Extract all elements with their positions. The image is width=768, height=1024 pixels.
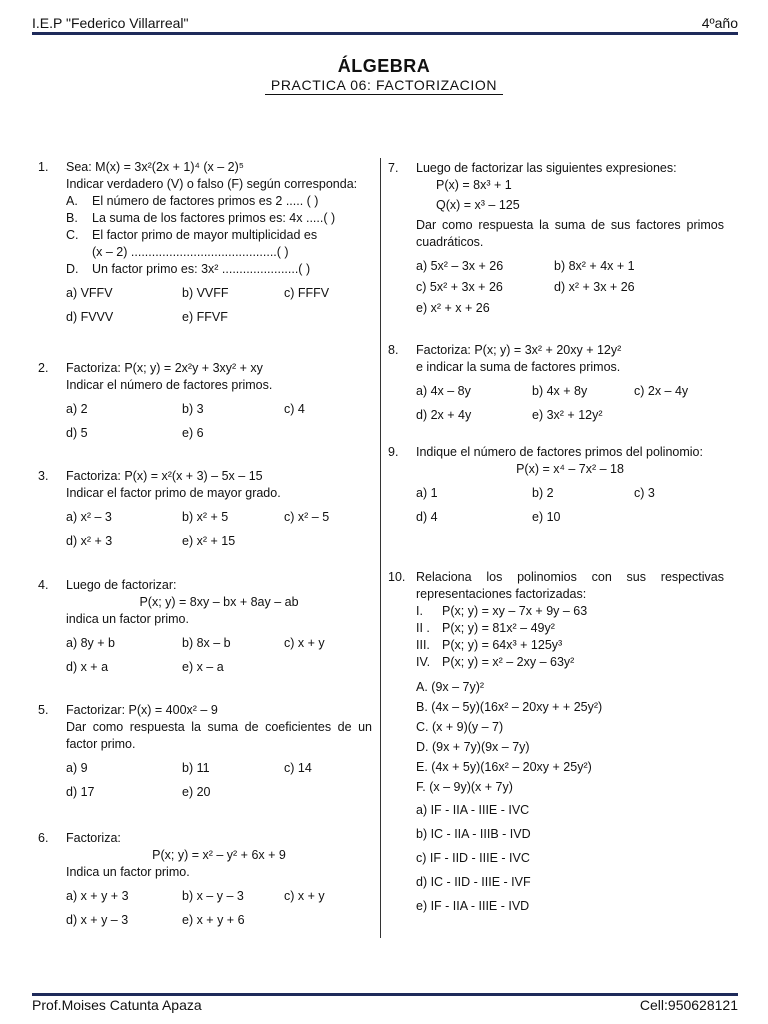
option: e) 10 xyxy=(532,510,561,524)
options-row xyxy=(38,401,372,418)
option: d) x + a xyxy=(66,660,109,674)
option: e) 3x² + 12y² xyxy=(532,408,603,422)
school-name: I.E.P "Federico Villarreal" xyxy=(32,15,189,31)
answer-options xyxy=(388,802,724,915)
option: c) 2x – 4y xyxy=(634,384,689,398)
option: b) x – y – 3 xyxy=(182,889,244,903)
factored-form: B. (4x – 5y)(16x² – 20xy + + 25y²) xyxy=(416,700,603,714)
statement: (x – 2) ..........................................( ) xyxy=(92,245,289,259)
option: a) 5x² – 3x + 26 xyxy=(416,259,504,273)
statement: C. El factor primo de mayor multiplicidad es xyxy=(66,228,318,242)
polynomial: III. P(x; y) = 64x³ + 125y³ xyxy=(416,638,563,652)
page-subtitle: PRACTICA 06: FACTORIZACION xyxy=(265,77,503,95)
option: e) 20 xyxy=(182,785,211,799)
options-row xyxy=(388,485,724,502)
options-row xyxy=(38,309,372,326)
polynomial: IV. P(x; y) = x² – 2xy – 63y² xyxy=(416,655,575,669)
option: c) 5x² + 3x + 26 xyxy=(416,280,503,294)
option: c) 3 xyxy=(634,486,655,500)
phone-number: Cell:950628121 xyxy=(639,997,738,1013)
question-8: 8. Factoriza: P(x; y) = 3x² + 20xy + 12y² e indicar la suma de factores primos. a) 4x – 8y b) 4x + 8y c) 2x – 4y d) 2x + 4y e) 3x² + 12y² xyxy=(388,342,724,424)
polynomial: II . P(x; y) = 81x² – 49y² xyxy=(416,621,555,635)
polynomial: I. P(x; y) = xy – 7x + 9y – 63 xyxy=(416,604,588,618)
options-row xyxy=(388,258,724,275)
option: c) x + y xyxy=(284,636,325,650)
option: c) 14 xyxy=(284,761,312,775)
option: b) 11 xyxy=(182,761,210,775)
statement: B. La suma de los factores primos es: 4x .....( ) xyxy=(66,211,336,225)
options-row xyxy=(38,888,372,905)
question-6: 6. Factoriza: P(x; y) = x² – y² + 6x + 9 Indica un factor primo. a) x + y + 3 b) x – y – 3 c) x + y d) x + y – 3 e) x + y + 6 xyxy=(38,830,372,929)
options-row xyxy=(388,279,724,296)
option: d) x² + 3x + 26 xyxy=(554,280,635,294)
option: b) VVFF xyxy=(182,286,229,300)
option: b) x² + 5 xyxy=(182,510,229,524)
header-rule xyxy=(32,32,738,35)
options-row xyxy=(38,659,372,676)
question-4: 4. Luego de factorizar: P(x; y) = 8xy – bx + 8ay – ab indica un factor primo. a) 8y + b b) 8x – b c) x + y d) x + a e) x – a xyxy=(38,577,372,676)
option: e) x² + 15 xyxy=(182,534,236,548)
question-5: 5. Factorizar: P(x) = 400x² – 9 Dar como respuesta la suma de coeficientes de un factor primo. a) 9 b) 11 c) 14 d) 17 e) 20 xyxy=(38,703,372,799)
page-title: ÁLGEBRA xyxy=(337,56,431,76)
page-header xyxy=(32,14,738,32)
grade-label: 4ºaño xyxy=(701,15,738,31)
option: a) IF - IIA - IIIE - IVC xyxy=(416,803,530,817)
option: b) 8x – b xyxy=(182,636,231,650)
factored-form: D. (9x + 7y)(9x – 7y) xyxy=(416,740,530,754)
option: e) 6 xyxy=(182,426,204,440)
option: c) IF - IID - IIIE - IVC xyxy=(416,851,530,865)
options-row xyxy=(38,533,372,550)
option: b) 2 xyxy=(532,486,554,500)
options-row xyxy=(38,635,372,652)
option: b) 8x² + 4x + 1 xyxy=(554,259,635,273)
statement: D. Un factor primo es: 3x² ......................( ) xyxy=(66,262,311,276)
options-row xyxy=(38,784,372,801)
column-divider xyxy=(380,158,381,938)
question-text: Sea: M(x) = 3x²(2x + 1)⁴ (x – 2)⁵ xyxy=(66,160,244,174)
factored-form: A. (9x – 7y)² xyxy=(416,680,485,694)
option: d) 17 xyxy=(66,785,95,799)
option: c) FFFV xyxy=(284,286,330,300)
option: d) 4 xyxy=(416,510,438,524)
options-row xyxy=(38,912,372,929)
question-number: 1. xyxy=(38,160,49,174)
title-block xyxy=(0,56,768,95)
option: a) VFFV xyxy=(66,286,113,300)
option: e) IF - IIA - IIIE - IVD xyxy=(416,899,530,913)
option: e) FFVF xyxy=(182,310,228,324)
question-7: 7. Luego de factorizar las siguientes expresiones: P(x) = 8x³ + 1 Q(x) = x³ – 125 Dar como respuesta la suma de sus factores primos cuadráticos. a) 5x² – 3x + 26 b) 8x² + 4x + 1 c) 5x² + 3x + 26 d) x² + 3x + 26 e) x² + x + 26 xyxy=(388,161,724,315)
option: a) x² – 3 xyxy=(66,510,112,524)
option: b) 4x + 8y xyxy=(532,384,588,398)
factored-form: F. (x – 9y)(x + 7y) xyxy=(416,780,513,794)
option: b) IC - IIA - IIIB - IVD xyxy=(416,827,531,841)
page-footer xyxy=(32,996,738,1014)
question-1 xyxy=(38,159,372,326)
option: a) 9 xyxy=(66,761,88,775)
question-instruction: Indicar verdadero (V) o falso (F) según corresponda: xyxy=(66,177,358,191)
option: b) 3 xyxy=(182,402,204,416)
option: a) 1 xyxy=(416,486,438,500)
options-row xyxy=(38,760,372,777)
option: a) 2 xyxy=(66,402,88,416)
option: e) x + y + 6 xyxy=(182,913,245,927)
option: c) x² – 5 xyxy=(284,510,330,524)
teacher-name: Prof.Moises Catunta Apaza xyxy=(32,997,202,1013)
option: c) 4 xyxy=(284,402,305,416)
options-row xyxy=(388,383,724,400)
option: d) 2x + 4y xyxy=(416,408,472,422)
factored-form: C. (x + 9)(y – 7) xyxy=(416,720,504,734)
option: c) x + y xyxy=(284,889,325,903)
factored-form: E. (4x + 5y)(16x² – 20xy + 25y²) xyxy=(416,760,592,774)
question-3: 3. Factoriza: P(x) = x²(x + 3) – 5x – 15 Indicar el factor primo de mayor grado. a) x² – 3 b) x² + 5 c) x² – 5 d) x² + 3 e) x² + 15 xyxy=(38,468,372,550)
options-row xyxy=(388,509,724,526)
factored-forms xyxy=(388,679,724,796)
option: e) x² + x + 26 xyxy=(416,301,490,315)
option: d) x² + 3 xyxy=(66,534,113,548)
option: d) x + y – 3 xyxy=(66,913,129,927)
option: d) 5 xyxy=(66,426,88,440)
options-row xyxy=(38,285,372,302)
option: a) 4x – 8y xyxy=(416,384,471,398)
question-2: 2. Factoriza: P(x; y) = 2x²y + 3xy² + xy Indicar el número de factores primos. a) 2 b) 3 c) 4 d) 5 e) 6 xyxy=(38,360,372,442)
options-row xyxy=(388,407,724,424)
options-row xyxy=(388,300,724,317)
option: d) FVVV xyxy=(66,310,114,324)
option: a) x + y + 3 xyxy=(66,889,129,903)
option: a) 8y + b xyxy=(66,636,115,650)
options-row xyxy=(38,509,372,526)
option: d) IC - IID - IIIE - IVF xyxy=(416,875,531,889)
options-row xyxy=(38,425,372,442)
option: e) x – a xyxy=(182,660,224,674)
question-9: 9. Indique el número de factores primos del polinomio: P(x) = x⁴ – 7x² – 18 a) 1 b) 2 c) 3 d) 4 e) 10 xyxy=(388,444,724,526)
question-10: 10. Relaciona los polinomios con sus respectivas representaciones factorizadas: I. P(x; y) = xy – 7x + 9y – 63 II . P(x; y) = 81x² – 49y² III. P(x; y) = 64x³ + 125y³ IV. P(x; y) = x² – 2xy – 63y² A. (9x – 7y)² B. (4x – 5y)(16x² – 20xy + + 25y²) C. (x + 9)(y – 7) D. (9x + 7y)(9x – 7y) E. (4x + 5y)(16x² – 20xy + 25y²) F. (x – 9y)(x + 7y) a) IF - IIA - IIIE - IVC b) IC - IIA - IIIB - IVD c) IF - IID - IIIE - IVC d) IC - IID - IIIE - IVF e) IF - IIA - IIIE - IVD xyxy=(388,570,724,913)
statement: A. El número de factores primos es 2 ..... ( ) xyxy=(66,194,319,208)
